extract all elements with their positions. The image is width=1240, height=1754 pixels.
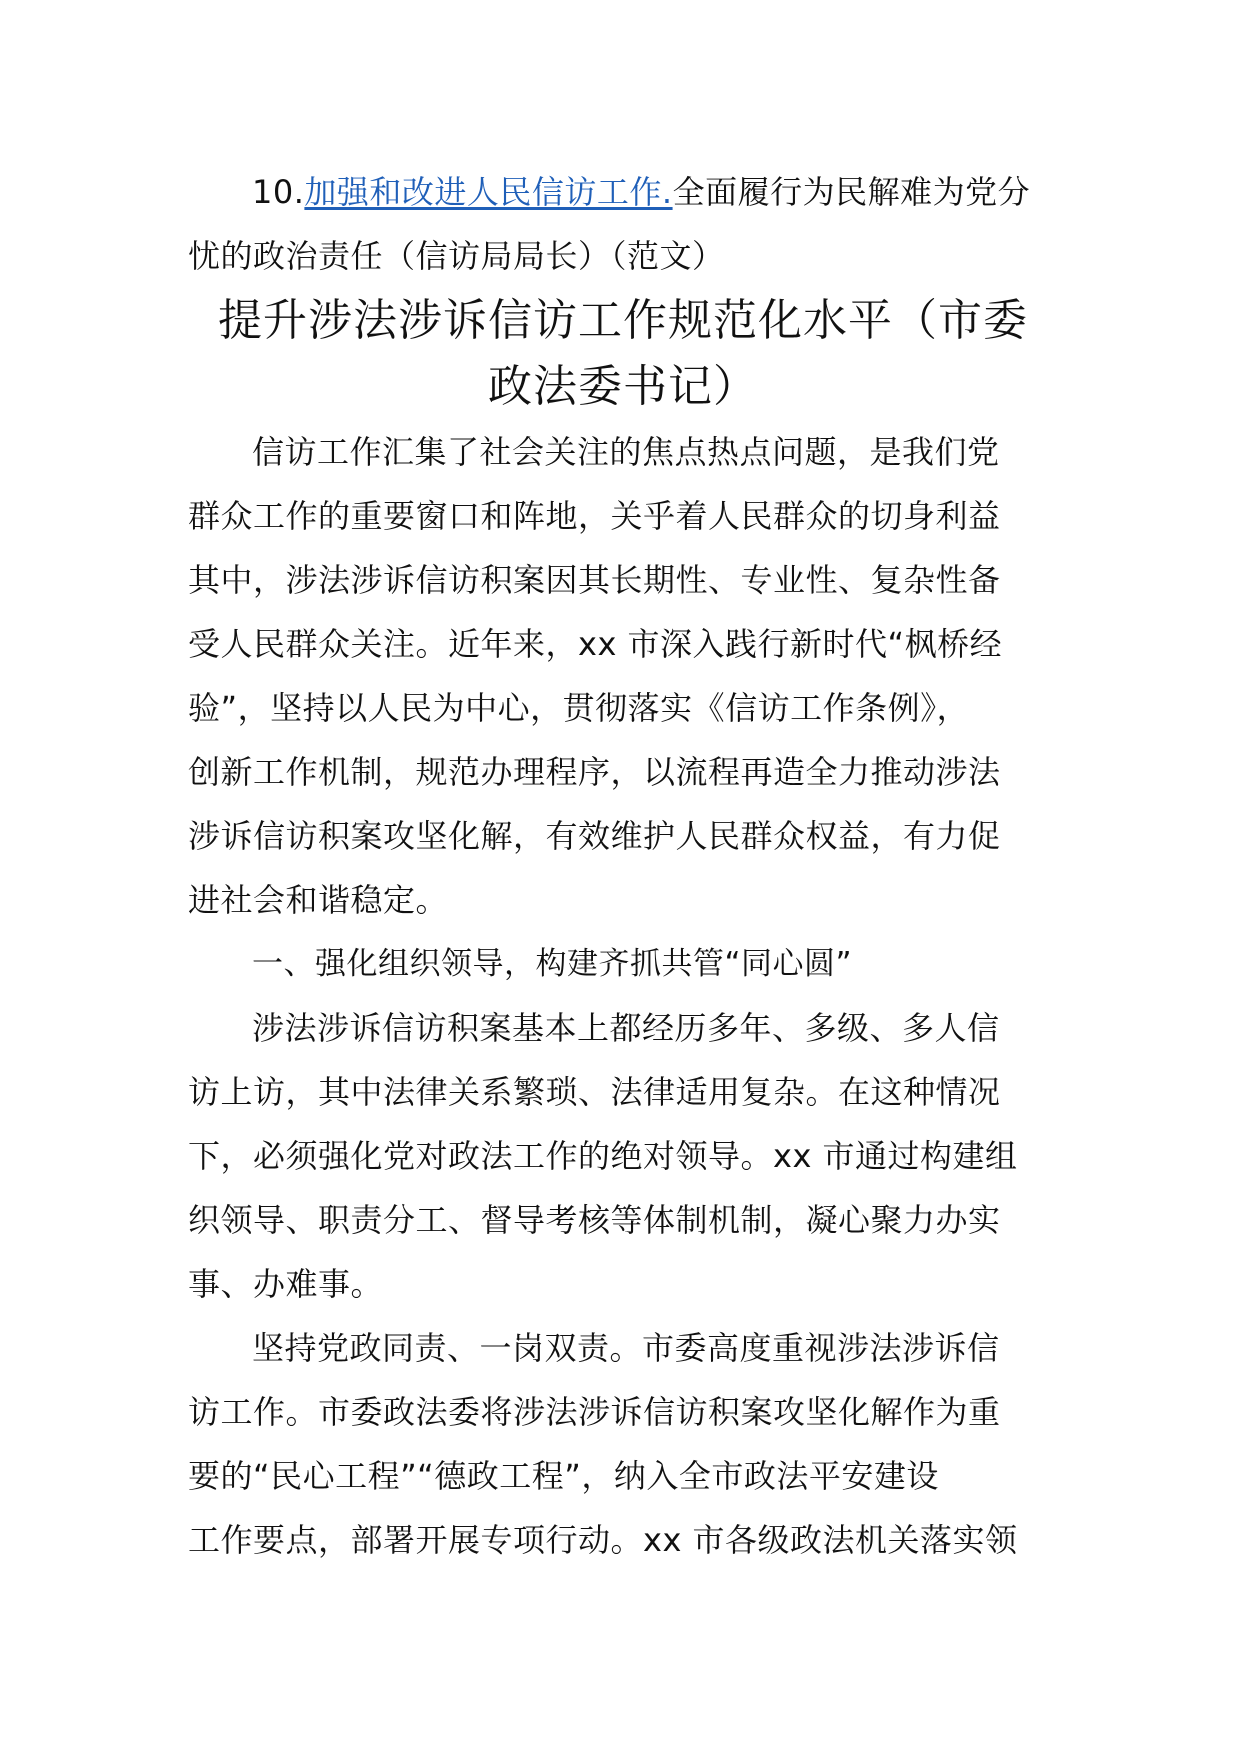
document-page	[188, 160, 1058, 1572]
paragraph-intro	[188, 420, 1058, 932]
document-title-line-2: 政法委书记）	[488, 361, 758, 412]
paragraph-line: 其中，涉法涉诉信访积案因其长期性、专业性、复杂性备	[188, 561, 1001, 599]
section-heading: 一、强化组织领导，构建齐抓共管“同心圆”	[252, 946, 853, 982]
paragraph-line: 事、办难事。	[188, 1265, 384, 1303]
paragraph-line: 创新工作机制，规范办理程序，以流程再造全力推动涉法	[188, 753, 1001, 791]
paragraph-responsibility	[188, 1316, 1058, 1572]
article-reference-line-1	[188, 160, 1058, 224]
paragraph-line: 涉诉信访积案攻坚化解，有效维护人民群众权益，有力促	[188, 817, 1001, 855]
article-reference-text: 全面履行为民解难为党分	[672, 173, 1031, 211]
paragraph-line: 要的“民心工程”“德政工程”，纳入全市政法平安建设	[188, 1457, 939, 1495]
paragraph-line: 访工作。市委政法委将涉法涉诉信访积案攻坚化解作为重	[188, 1393, 1001, 1431]
paragraph-line: 进社会和谐稳定。	[188, 881, 449, 919]
paragraph-line: 工作要点，部署开展专项行动。xx 市各级政法机关落实领	[188, 1521, 1018, 1559]
paragraph-line: 涉法涉诉信访积案基本上都经历多年、多级、多人信	[252, 1009, 1000, 1047]
paragraph-line: 受人民群众关注。近年来，xx 市深入践行新时代“枫桥经	[188, 625, 1003, 663]
paragraph-line: 信访工作汇集了社会关注的焦点热点问题，是我们党	[252, 433, 1000, 471]
paragraph-line: 验”，坚持以人民为中心，贯彻落实《信访工作条例》，	[188, 689, 970, 727]
article-link[interactable]: 加强和改进人民信访工作.	[304, 173, 673, 211]
paragraph-line: 坚持党政同责、一岗双责。市委高度重视涉法涉诉信	[252, 1329, 1000, 1367]
article-reference-line-2: 忧的政治责任（信访局局长）（范文）	[188, 237, 725, 275]
paragraph-line: 下，必须强化党对政法工作的绝对领导。xx 市通过构建组	[188, 1137, 1018, 1175]
article-number: 10.	[252, 173, 305, 211]
paragraph-section1	[188, 996, 1058, 1316]
paragraph-line: 织领导、职责分工、督导考核等体制机制，凝心聚力办实	[188, 1201, 1001, 1239]
document-title-line-1: 提升涉法涉诉信访工作规范化水平（市委	[218, 295, 1028, 346]
paragraph-line: 访上访，其中法律关系繁琐、法律适用复杂。在这种情况	[188, 1073, 1001, 1111]
paragraph-line: 群众工作的重要窗口和阵地，关乎着人民群众的切身利益	[188, 497, 1001, 535]
